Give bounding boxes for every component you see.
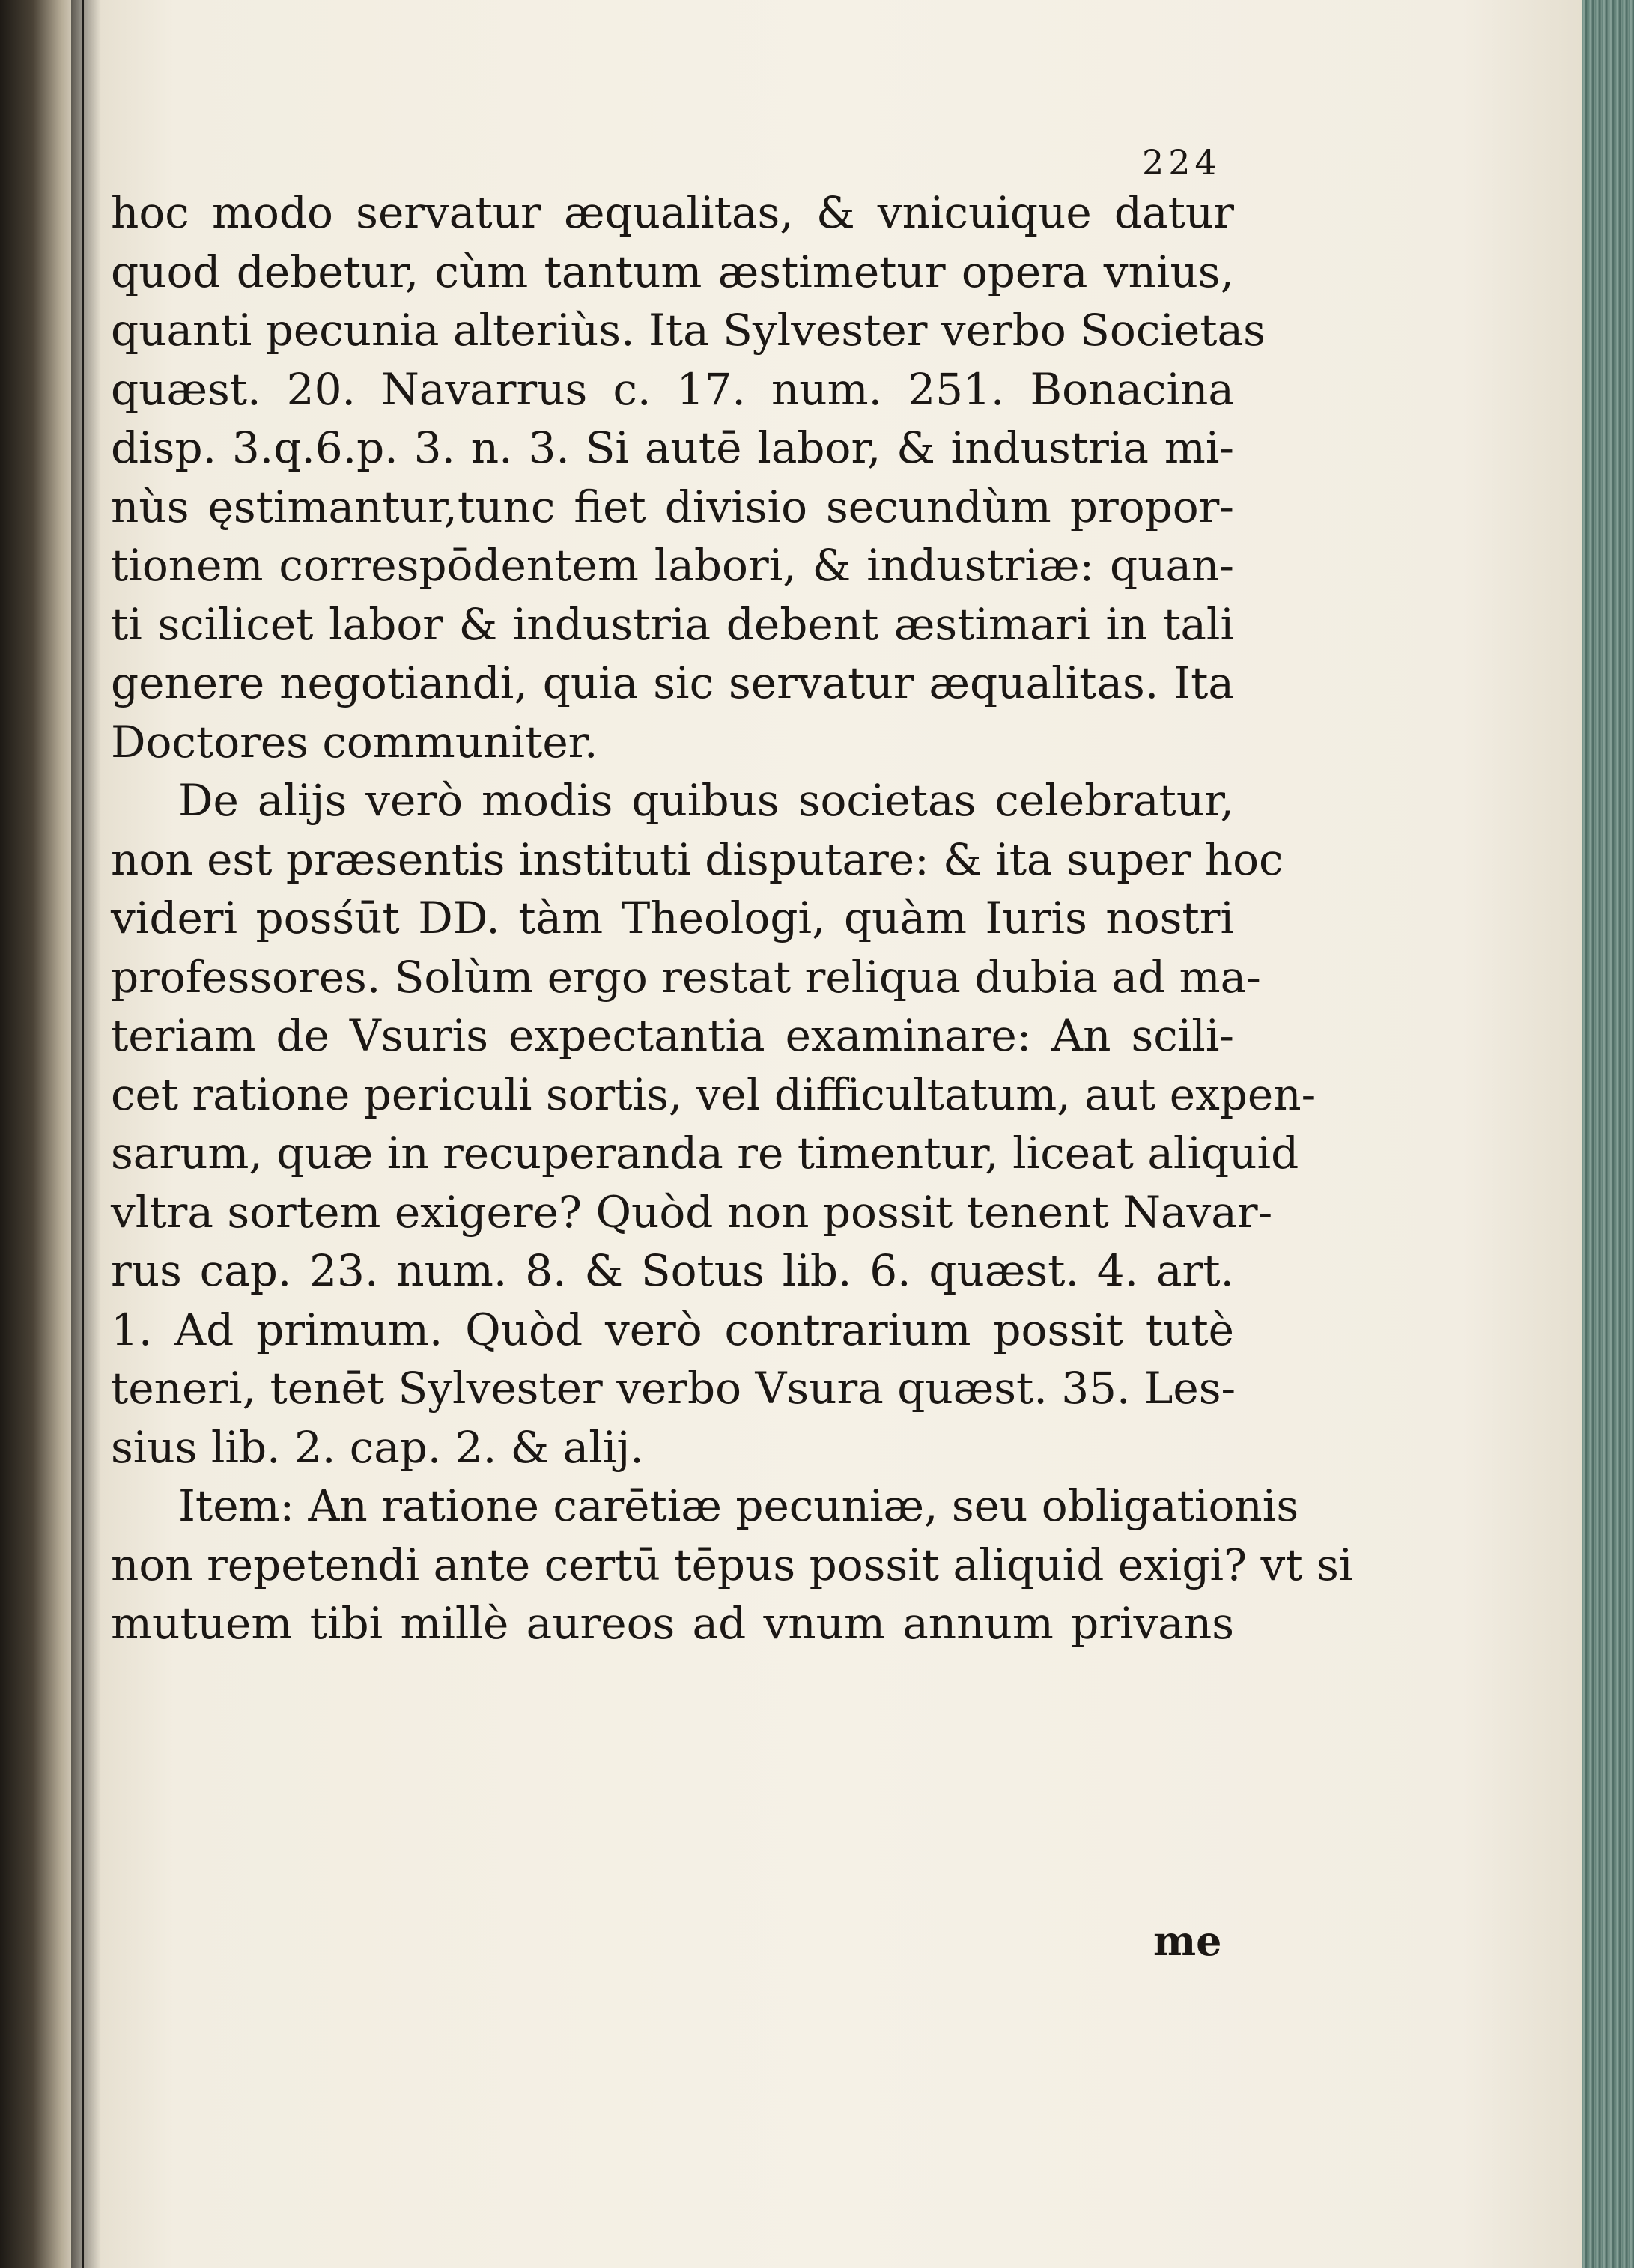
text-line: nùs ęstimantur,tunc fiet divisio secundùm propor- <box>111 481 1234 532</box>
text-line: sarum, quæ in recuperanda re timentur, liceat aliquid <box>111 1128 1299 1179</box>
text-line: Item: An ratione carētiæ pecuniæ, seu obligationis <box>178 1480 1299 1531</box>
fore-edge <box>1582 0 1634 2268</box>
gutter-shadow <box>71 0 101 2268</box>
text-line: quæst. 20. Navarrus c. 17. num. 251. Bonacina <box>111 363 1234 415</box>
text-line: teneri, tenēt Sylvester verbo Vsura quæst. 35. Les- <box>111 1363 1236 1414</box>
text-line: genere negotiandi, quia sic servatur æqualitas. Ita <box>111 657 1234 708</box>
text-line: 1. Ad primum. Quòd verò contrarium possit tutè <box>111 1304 1234 1355</box>
page-text <box>111 183 1353 1653</box>
text-line: rus cap. 23. num. 8. & Sotus lib. 6. quæst. 4. art. <box>111 1245 1234 1296</box>
text-line: disp. 3.q.6.p. 3. n. 3. Si autē labor, & industria mi- <box>111 422 1234 473</box>
catchword: me <box>1153 1917 1222 1965</box>
text-line: cet ratione periculi sortis, vel difficultatum, aut expen- <box>111 1068 1316 1120</box>
text-line: quanti pecunia alteriùs. Ita Sylvester verbo Societas <box>111 305 1266 356</box>
text-line: teriam de Vsuris expectantia examinare: An scili- <box>111 1010 1234 1061</box>
text-line: quod debetur, cùm tantum æstimetur opera vnius, <box>111 246 1234 297</box>
text-line: hoc modo servatur æqualitas, & vnicuique datur <box>111 187 1234 238</box>
text-line: ti scilicet labor & industria debent æstimari in tali <box>111 598 1234 650</box>
text-line: vltra sortem exigere? Quòd non possit tenent Navar- <box>111 1186 1273 1238</box>
facing-page-edge <box>0 0 82 2268</box>
text-line: videri posśūt DD. tàm Theologi, quàm Iuris nostri <box>111 893 1234 943</box>
text-line: De alijs verò modis quibus societas celebratur, <box>178 775 1234 826</box>
text-line: Doctores communiter. <box>111 716 598 767</box>
text-line: tionem correspōdentem labori, & industriæ: quan- <box>111 540 1234 591</box>
text-line: professores. Solùm ergo restat reliqua dubia ad ma- <box>111 951 1261 1003</box>
page-number: 224 <box>1142 142 1221 183</box>
text-line: sius lib. 2. cap. 2. & alij. <box>111 1421 644 1473</box>
text-line: non est præsentis instituti disputare: & ita super hoc <box>111 833 1284 885</box>
text-line: non repetendi ante certū tēpus possit aliquid exigi? vt si <box>111 1539 1353 1590</box>
text-line: mutuem tibi millè aureos ad vnum annum privans <box>111 1598 1234 1649</box>
